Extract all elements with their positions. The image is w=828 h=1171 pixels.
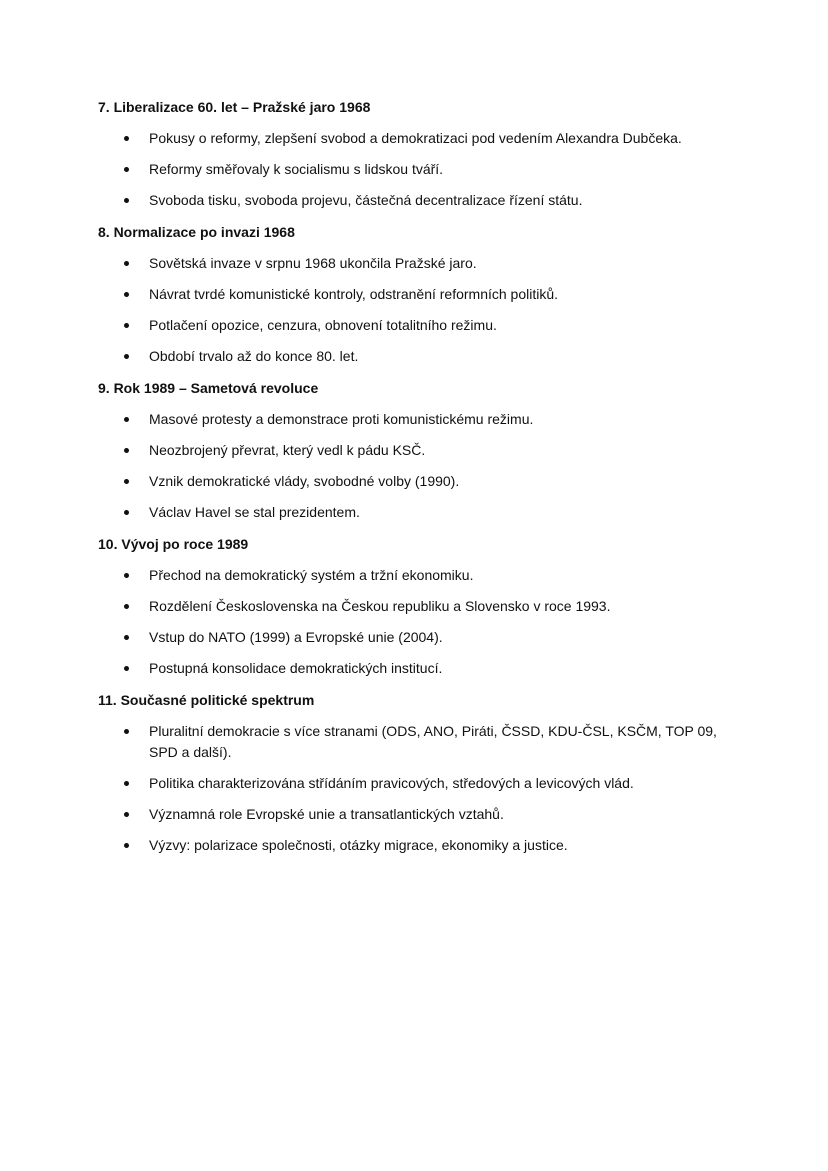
list-item [98, 253, 738, 274]
bullet-icon [124, 167, 129, 172]
list-item-text: Vstup do NATO (1999) a Evropské unie (2004). [149, 629, 443, 645]
bullet-icon [124, 729, 129, 734]
list-item [98, 159, 738, 180]
list-item [98, 502, 738, 523]
list-item-text: Období trvalo až do konce 80. let. [149, 348, 359, 364]
list-item-text: Návrat tvrdé komunistické kontroly, odstranění reformních politiků. [149, 286, 559, 302]
bullet-list [98, 128, 738, 211]
section-heading: 9. Rok 1989 – Sametová revoluce [98, 380, 319, 396]
bullet-icon [124, 354, 129, 359]
bullet-icon [124, 843, 129, 848]
list-item-text: Výzvy: polarizace společnosti, otázky migrace, ekonomiky a justice. [149, 837, 568, 853]
list-item [98, 773, 738, 794]
bullet-icon [124, 292, 129, 297]
section-heading: 7. Liberalizace 60. let – Pražské jaro 1968 [98, 99, 371, 115]
list-item-text: Politika charakterizována střídáním pravicových, středových a levicových vlád. [149, 775, 634, 791]
list-item-text: Rozdělení Československa na Českou republiku a Slovensko v roce 1993. [149, 598, 611, 614]
section [98, 534, 738, 679]
section [98, 97, 738, 211]
bullet-icon [124, 198, 129, 203]
section-heading: 8. Normalizace po invazi 1968 [98, 224, 295, 240]
list-item [98, 804, 738, 825]
list-item-text: Pluralitní demokracie s více stranami (ODS, ANO, Piráti, ČSSD, KDU-ČSL, KSČM, TOP 09, SPD a další). [149, 723, 717, 760]
bullet-icon [124, 666, 129, 671]
list-item-text: Svoboda tisku, svoboda projevu, částečná decentralizace řízení státu. [149, 192, 583, 208]
list-item [98, 440, 738, 461]
bullet-icon [124, 417, 129, 422]
list-item-text: Vznik demokratické vlády, svobodné volby (1990). [149, 473, 460, 489]
list-item [98, 658, 738, 679]
list-item [98, 471, 738, 492]
bullet-icon [124, 573, 129, 578]
list-item [98, 409, 738, 430]
bullet-icon [124, 781, 129, 786]
list-item [98, 565, 738, 586]
list-item [98, 835, 738, 856]
list-item-text: Václav Havel se stal prezidentem. [149, 504, 360, 520]
list-item [98, 627, 738, 648]
bullet-icon [124, 635, 129, 640]
list-item [98, 596, 738, 617]
list-item [98, 190, 738, 211]
section [98, 690, 738, 856]
list-item-text: Masové protesty a demonstrace proti komunistickému režimu. [149, 411, 534, 427]
list-item-text: Potlačení opozice, cenzura, obnovení totalitního režimu. [149, 317, 497, 333]
bullet-icon [124, 479, 129, 484]
list-item-text: Reformy směřovaly k socialismu s lidskou tváří. [149, 161, 444, 177]
bullet-list [98, 409, 738, 523]
bullet-icon [124, 448, 129, 453]
bullet-list [98, 721, 738, 856]
list-item [98, 315, 738, 336]
section-heading: 10. Vývoj po roce 1989 [98, 536, 249, 552]
section [98, 378, 738, 523]
list-item [98, 346, 738, 367]
bullet-icon [124, 604, 129, 609]
list-item [98, 284, 738, 305]
bullet-list [98, 253, 738, 367]
list-item-text: Pokusy o reformy, zlepšení svobod a demokratizaci pod vedením Alexandra Dubčeka. [149, 130, 682, 146]
list-item-text: Sovětská invaze v srpnu 1968 ukončila Pražské jaro. [149, 255, 477, 271]
section-heading: 11. Současné politické spektrum [98, 692, 315, 708]
bullet-icon [124, 323, 129, 328]
bullet-icon [124, 261, 129, 266]
list-item-text: Významná role Evropské unie a transatlantických vztahů. [149, 806, 504, 822]
list-item-text: Přechod na demokratický systém a tržní ekonomiku. [149, 567, 474, 583]
bullet-icon [124, 812, 129, 817]
bullet-icon [124, 136, 129, 141]
bullet-list [98, 565, 738, 679]
list-item [98, 721, 738, 763]
list-item [98, 128, 738, 149]
list-item-text: Postupná konsolidace demokratických institucí. [149, 660, 443, 676]
section [98, 222, 738, 367]
list-item-text: Neozbrojený převrat, který vedl k pádu KSČ. [149, 442, 426, 458]
document-page [98, 97, 738, 867]
bullet-icon [124, 510, 129, 515]
